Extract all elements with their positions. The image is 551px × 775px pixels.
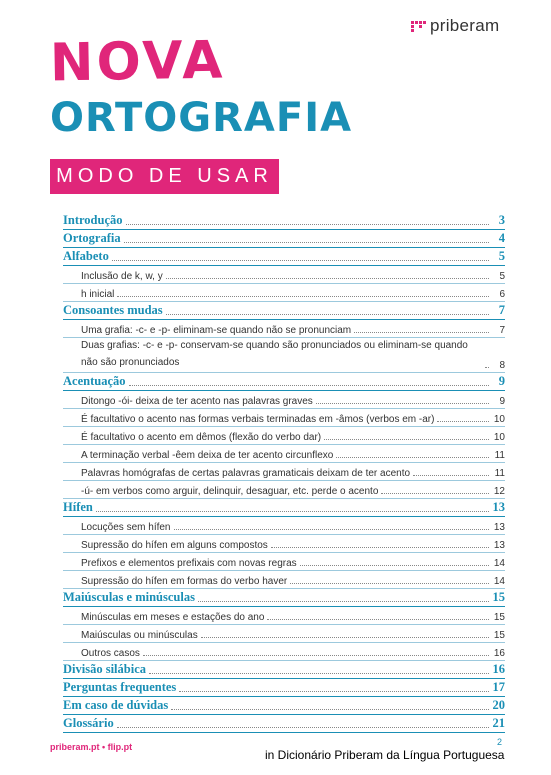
toc-section[interactable] xyxy=(63,373,505,391)
toc-subsection[interactable] xyxy=(63,409,505,427)
toc-page-number: 15 xyxy=(493,612,505,623)
toc-subsection[interactable] xyxy=(63,517,505,535)
toc-subsection[interactable] xyxy=(63,571,505,589)
toc-leader-dots xyxy=(149,673,489,674)
toc-subsection[interactable] xyxy=(63,625,505,643)
toc-subsection[interactable] xyxy=(63,266,505,284)
toc-leader-dots xyxy=(201,637,489,638)
toc-page-number: 11 xyxy=(494,468,505,479)
toc-page-number: 20 xyxy=(492,698,505,712)
toc-label: Introdução xyxy=(63,213,123,227)
toc-subsection[interactable] xyxy=(63,391,505,409)
toc-page-number: 5 xyxy=(499,271,505,282)
toc-page-number: 16 xyxy=(492,662,505,676)
toc-page-number: 15 xyxy=(493,630,505,641)
table-of-contents xyxy=(63,212,505,733)
toc-subsection[interactable] xyxy=(63,320,505,338)
toc-page-number: 14 xyxy=(493,558,505,569)
toc-page-number: 17 xyxy=(492,680,505,694)
toc-leader-dots xyxy=(126,224,489,225)
toc-label: Acentuação xyxy=(63,374,126,388)
toc-leader-dots xyxy=(171,709,488,710)
toc-leader-dots xyxy=(354,332,489,333)
toc-page-number: 11 xyxy=(494,450,505,461)
toc-subsection[interactable] xyxy=(63,535,505,553)
toc-leader-dots xyxy=(290,583,489,584)
footer-links[interactable]: priberam.pt • flip.pt xyxy=(50,742,133,752)
toc-label: A terminação verbal -êem deixa de ter acento circunflexo xyxy=(81,450,334,461)
toc-leader-dots xyxy=(413,475,489,476)
toc-leader-dots xyxy=(300,565,489,566)
toc-subsection[interactable] xyxy=(63,463,505,481)
toc-page-number: 14 xyxy=(493,576,505,587)
toc-page-number: 13 xyxy=(493,522,505,533)
toc-page-number: 7 xyxy=(499,325,505,336)
toc-section[interactable] xyxy=(63,697,505,715)
logo-text: priberam xyxy=(430,16,500,35)
toc-label: Outros casos xyxy=(81,648,140,659)
toc-section[interactable] xyxy=(63,589,505,607)
toc-label: Maiúsculas ou minúsculas xyxy=(81,630,198,641)
toc-page-number: 21 xyxy=(492,716,505,730)
toc-page-number: 7 xyxy=(498,303,505,317)
toc-subsection[interactable] xyxy=(63,427,505,445)
toc-label: Perguntas frequentes xyxy=(63,680,177,694)
toc-subsection[interactable] xyxy=(63,607,505,625)
toc-section[interactable] xyxy=(63,715,505,733)
toc-label: Consoantes mudas xyxy=(63,303,163,317)
toc-subsection[interactable] xyxy=(63,338,505,373)
toc-label: Prefixos e elementos prefixais com novas regras xyxy=(81,558,297,569)
toc-label: Glossário xyxy=(63,716,114,730)
toc-label: Supressão do hífen em formas do verbo haver xyxy=(81,576,288,587)
source-caption: in Dicionário Priberam da Língua Portuguesa xyxy=(265,748,505,762)
title-line-1: NOVA xyxy=(49,30,226,94)
toc-section[interactable] xyxy=(63,230,505,248)
toc-leader-dots xyxy=(381,493,489,494)
toc-label: Duas grafias: -c- e -p- conservam-se quando são pronunciados ou eliminam-se quando não são pronunciados xyxy=(81,340,468,368)
title-line-2: ORTOGRAFIA xyxy=(50,95,353,141)
toc-section[interactable] xyxy=(63,302,505,320)
toc-label: Supressão do hífen em alguns compostos xyxy=(81,540,268,551)
toc-page-number: 16 xyxy=(493,648,505,659)
toc-page-number: 13 xyxy=(492,500,505,514)
toc-label: Hífen xyxy=(63,500,93,514)
toc-leader-dots xyxy=(166,278,489,279)
toc-leader-dots xyxy=(437,421,489,422)
toc-leader-dots xyxy=(129,385,490,386)
priberam-logo-icon xyxy=(411,21,426,32)
toc-leader-dots xyxy=(324,439,489,440)
toc-label: Ortografia xyxy=(63,231,121,245)
toc-label: Ditongo -ói- deixa de ter acento nas palavras graves xyxy=(81,396,313,407)
toc-label: Uma grafia: -c- e -p- eliminam-se quando não se pronunciam xyxy=(81,325,352,336)
toc-page-number: 12 xyxy=(493,486,505,497)
toc-page-number: 3 xyxy=(498,213,505,227)
priberam-logo xyxy=(411,16,499,36)
toc-page-number: 10 xyxy=(493,432,505,443)
toc-leader-dots xyxy=(316,403,489,404)
toc-leader-dots xyxy=(174,529,490,530)
toc-leader-dots xyxy=(179,691,488,692)
toc-section[interactable] xyxy=(63,499,505,517)
toc-label: Alfabeto xyxy=(63,249,109,263)
toc-page-number: 13 xyxy=(493,540,505,551)
toc-label: É facultativo o acento nas formas verbais terminadas em -âmos (verbos em -ar) xyxy=(81,414,435,425)
toc-page-number: 4 xyxy=(498,231,505,245)
toc-label: É facultativo o acento em dêmos (flexão do verbo dar) xyxy=(81,432,322,443)
toc-leader-dots xyxy=(143,655,489,656)
toc-label: Em caso de dúvidas xyxy=(63,698,169,712)
toc-label: Palavras homógrafas de certas palavras gramaticais deixam de ter acento xyxy=(81,468,411,479)
toc-label: Locuções sem hífen xyxy=(81,522,171,533)
toc-section[interactable] xyxy=(63,212,505,230)
toc-label: -ú- em verbos como arguir, delinquir, desaguar, etc. perde o acento xyxy=(81,486,379,497)
toc-leader-dots xyxy=(124,242,489,243)
toc-leader-dots xyxy=(166,314,489,315)
toc-leader-dots xyxy=(267,619,489,620)
toc-subsection[interactable] xyxy=(63,284,505,302)
toc-label: h inicial xyxy=(81,289,115,300)
toc-leader-dots xyxy=(271,547,489,548)
toc-section[interactable] xyxy=(63,248,505,266)
toc-page-number: 8 xyxy=(499,360,505,371)
toc-leader-dots xyxy=(112,260,489,261)
toc-leader-dots xyxy=(336,457,489,458)
toc-section[interactable] xyxy=(63,661,505,679)
toc-page-number: 10 xyxy=(493,414,505,425)
toc-leader-dots xyxy=(96,511,489,512)
toc-page-number: 9 xyxy=(498,374,505,388)
subtitle-banner: MODO DE USAR xyxy=(50,159,279,194)
toc-subsection[interactable] xyxy=(63,553,505,571)
toc-label: Inclusão de k, w, y xyxy=(81,271,163,282)
toc-page-number: 6 xyxy=(499,289,505,300)
toc-section[interactable] xyxy=(63,679,505,697)
toc-subsection[interactable] xyxy=(63,643,505,661)
toc-leader-dots xyxy=(485,367,489,368)
toc-leader-dots xyxy=(198,601,489,602)
toc-label: Minúsculas em meses e estações do ano xyxy=(81,612,265,623)
toc-label: Divisão silábica xyxy=(63,662,146,676)
toc-leader-dots xyxy=(117,296,489,297)
toc-label: Maiúsculas e minúsculas xyxy=(63,590,195,604)
toc-subsection[interactable] xyxy=(63,481,505,499)
toc-subsection[interactable] xyxy=(63,445,505,463)
page-number: 2 xyxy=(497,737,503,747)
toc-leader-dots xyxy=(117,727,489,728)
toc-page-number: 15 xyxy=(492,590,505,604)
toc-page-number: 9 xyxy=(499,396,505,407)
toc-page-number: 5 xyxy=(498,249,505,263)
